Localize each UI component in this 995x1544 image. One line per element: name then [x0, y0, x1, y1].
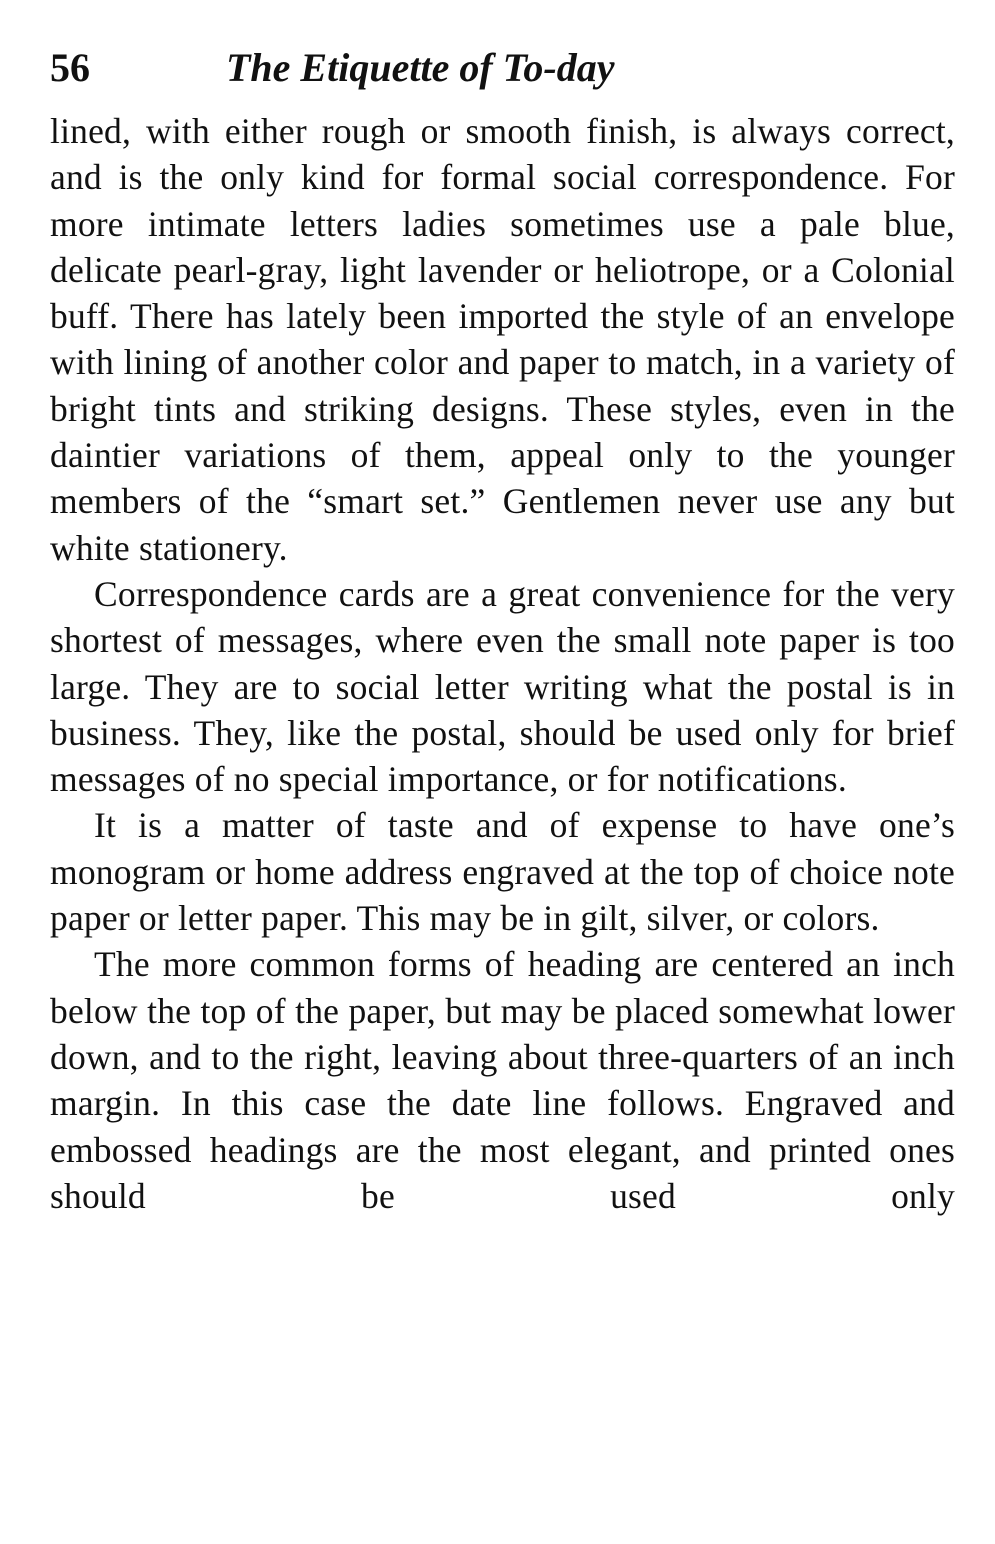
body-text	[50, 108, 955, 1219]
running-head	[50, 28, 955, 108]
book-page	[50, 28, 955, 1528]
paragraph-continued: lined, with either rough or smooth finish, is always correct, and is the only kind for formal social correspondence. For more intimate letters ladies sometimes use a pale blue, delicate pearl-gray, light lavender or heliotrope, or a Colonial buff. There has lately been imported the style of an envelope with lining of another color and paper to match, in a variety of bright tints and striking designs. These styles, even in the daintier variations of them, appeal only to the younger members of the “smart set.” Gentlemen never use any but white stationery.	[50, 111, 955, 568]
paragraph-correspondence-cards: Correspondence cards are a great convenience for the very shortest of messages, where even the small note paper is too large. They are to social letter writing what the postal is in business. They, like the postal, should be used only for brief messages of no special importance, or for notifications.	[50, 573, 955, 800]
book-title: The Etiquette of To-day	[226, 45, 615, 90]
paragraph-headings: The more common forms of heading are centered an inch below the top of the paper, but may be placed somewhat lower down, and to the right, leaving about three-quarters of an inch margin. In this case the date line follows. Engraved and embossed headings are the most elegant, and printed ones should be used only	[50, 944, 955, 1216]
paragraph-monogram: It is a matter of taste and of expense to have one’s monogram or home address engraved at the top of choice note paper or letter paper. This may be in gilt, silver, or colors.	[50, 805, 955, 939]
page-number: 56	[50, 45, 90, 90]
